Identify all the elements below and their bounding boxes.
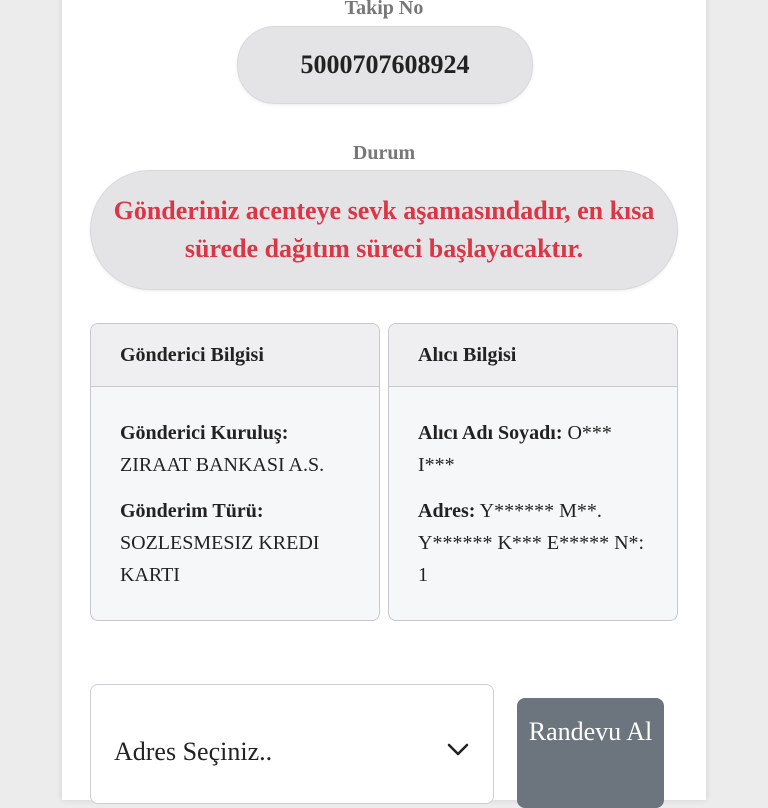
sender-info-title: Gönderici Bilgisi [91, 324, 379, 387]
status-message: Gönderiniz acenteye sevk aşamasındadır, en kısa sürede dağıtım süreci başlayacaktır. [90, 170, 678, 290]
sender-org-value: ZIRAAT BANKASI A.S. [120, 454, 325, 476]
recipient-name-value: O*** I*** [418, 422, 612, 476]
sender-type-value: SOZLESMESIZ KREDI KARTI [120, 532, 320, 586]
address-select-value: Adres Seçiniz.. [114, 737, 273, 766]
recipient-info-box [388, 323, 678, 621]
recipient-name-row [418, 417, 653, 481]
appointment-button[interactable]: Randevu Al [517, 698, 664, 808]
sender-info-box [90, 323, 380, 621]
chevron-down-icon [447, 743, 469, 757]
sender-org-label: Gönderici Kuruluş: [120, 422, 289, 444]
tracking-number: 5000707608924 [237, 26, 533, 104]
recipient-address-value: Y****** M**. Y****** K*** E***** N*: 1 [418, 500, 645, 586]
recipient-info-title: Alıcı Bilgisi [389, 324, 677, 387]
sender-type-row [120, 495, 355, 591]
sender-type-label: Gönderim Türü: [120, 500, 264, 522]
recipient-name-label: Alıcı Adı Soyadı: [418, 422, 563, 444]
address-select[interactable] [90, 684, 494, 804]
recipient-address-label: Adres: [418, 500, 476, 522]
status-label: Durum [352, 142, 416, 164]
sender-org-row [120, 417, 355, 481]
tracking-label: Takip No [344, 0, 424, 19]
recipient-address-row [418, 495, 653, 591]
